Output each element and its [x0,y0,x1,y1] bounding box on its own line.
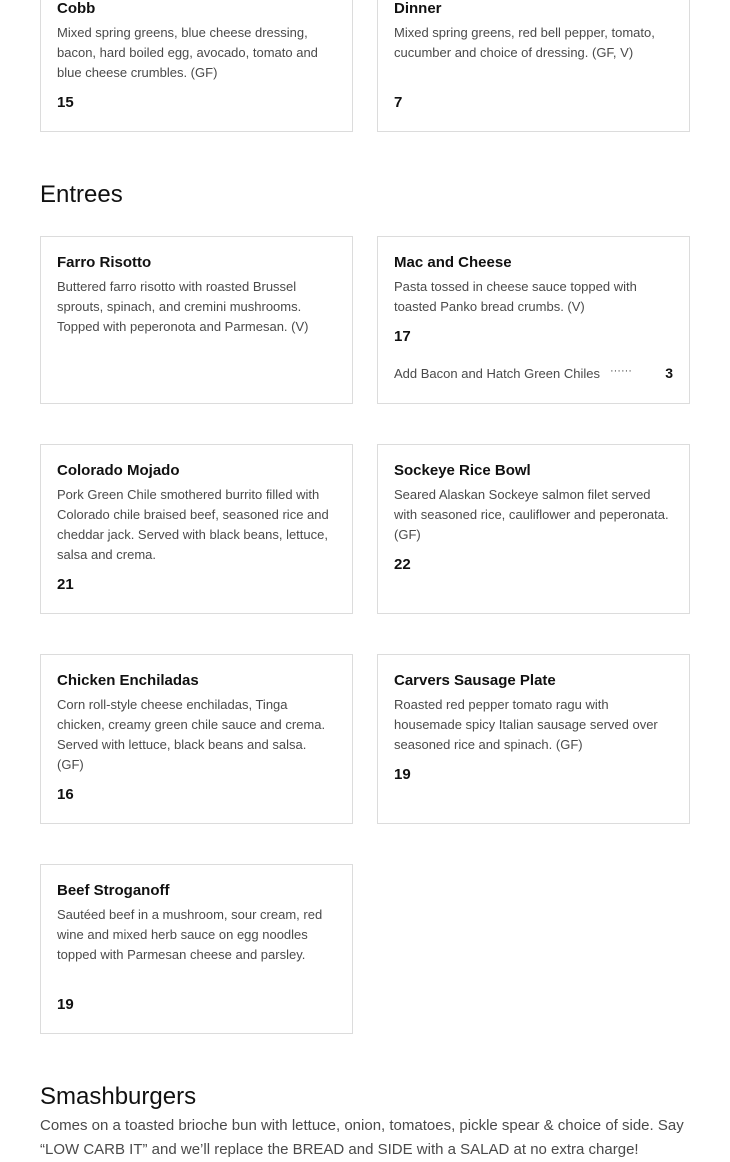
addon-dot-leader: ······ [609,365,632,377]
menu-item-dinner [377,0,690,132]
menu-item-description: Sautéed beef in a mushroom, sour cream, red wine and mixed herb sauce on egg noodles topped with Parmesan cheese and parsley. [57,907,323,962]
menu-item-name: Farro Risotto [57,254,152,271]
menu-item-name: Beef Stroganoff [57,882,170,899]
menu-item-farro-risotto [40,236,353,404]
menu-item-name: Mac and Cheese [394,254,512,271]
menu-item-price: 17 [394,328,411,345]
menu-item-mac-and-cheese [377,236,690,404]
menu-item-description: Seared Alaskan Sockeye salmon filet served with seasoned rice, cauliflower and peperonata. (GF) [394,487,669,542]
menu-item-name: Chicken Enchiladas [57,672,199,689]
menu-item-price: 7 [394,94,403,111]
menu-item-description: Roasted red pepper tomato ragu with housemade spicy Italian sausage served over seasoned rice and spinach. (GF) [394,697,658,752]
menu-item-chicken-enchiladas [40,654,353,824]
menu-item-price: 19 [57,996,74,1013]
menu-item-name: Colorado Mojado [57,462,180,479]
menu-item-name: Dinner [394,0,442,17]
menu-item-price: 21 [57,576,74,593]
addon-label: Add Bacon and Hatch Green Chiles [394,365,600,381]
section-description-smashburgers: Comes on a toasted brioche bun with lettuce, onion, tomatoes, pickle spear & choice of side. Say “LOW CARB IT” and we’ll replace the BREAD and SIDE with a SALAD at no extra charge! [40,1117,684,1158]
menu-item-name: Cobb [57,0,96,17]
menu-item-name: Sockeye Rice Bowl [394,462,531,479]
menu-item-colorado-mojado [40,444,353,614]
menu-item-addon [394,363,673,383]
menu-item-carvers-sausage-plate [377,654,690,824]
addon-price: 3 [665,365,673,381]
section-heading-entrees: Entrees [40,181,123,208]
menu-item-sockeye-rice-bowl [377,444,690,614]
menu-item-beef-stroganoff [40,864,353,1034]
menu-item-price: 16 [57,786,74,803]
menu-item-price: 15 [57,94,74,111]
menu-item-cobb [40,0,353,132]
menu-item-description: Buttered farro risotto with roasted Brussel sprouts, spinach, and cremini mushrooms. Topped with peperonota and Parmesan. (V) [57,279,309,334]
menu-item-description: Mixed spring greens, red bell pepper, tomato, cucumber and choice of dressing. (GF, V) [394,25,655,60]
menu-item-name: Carvers Sausage Plate [394,672,556,689]
menu-item-description: Mixed spring greens, blue cheese dressing, bacon, hard boiled egg, avocado, tomato and blue cheese crumbles. (GF) [57,25,318,80]
menu-item-price: 22 [394,556,411,573]
menu-item-description: Corn roll-style cheese enchiladas, Tinga chicken, creamy green chile sauce and crema. Served with lettuce, black beans and salsa. (GF) [57,697,326,772]
menu-item-description: Pork Green Chile smothered burrito filled with Colorado chile braised beef, seasoned rice and cheddar jack. Served with black beans, lettuce, salsa and crema. [57,487,329,562]
menu-item-description: Pasta tossed in cheese sauce topped with toasted Panko bread crumbs. (V) [394,279,637,314]
section-heading-smashburgers: Smashburgers [40,1083,197,1110]
menu-item-price: 19 [394,766,411,783]
